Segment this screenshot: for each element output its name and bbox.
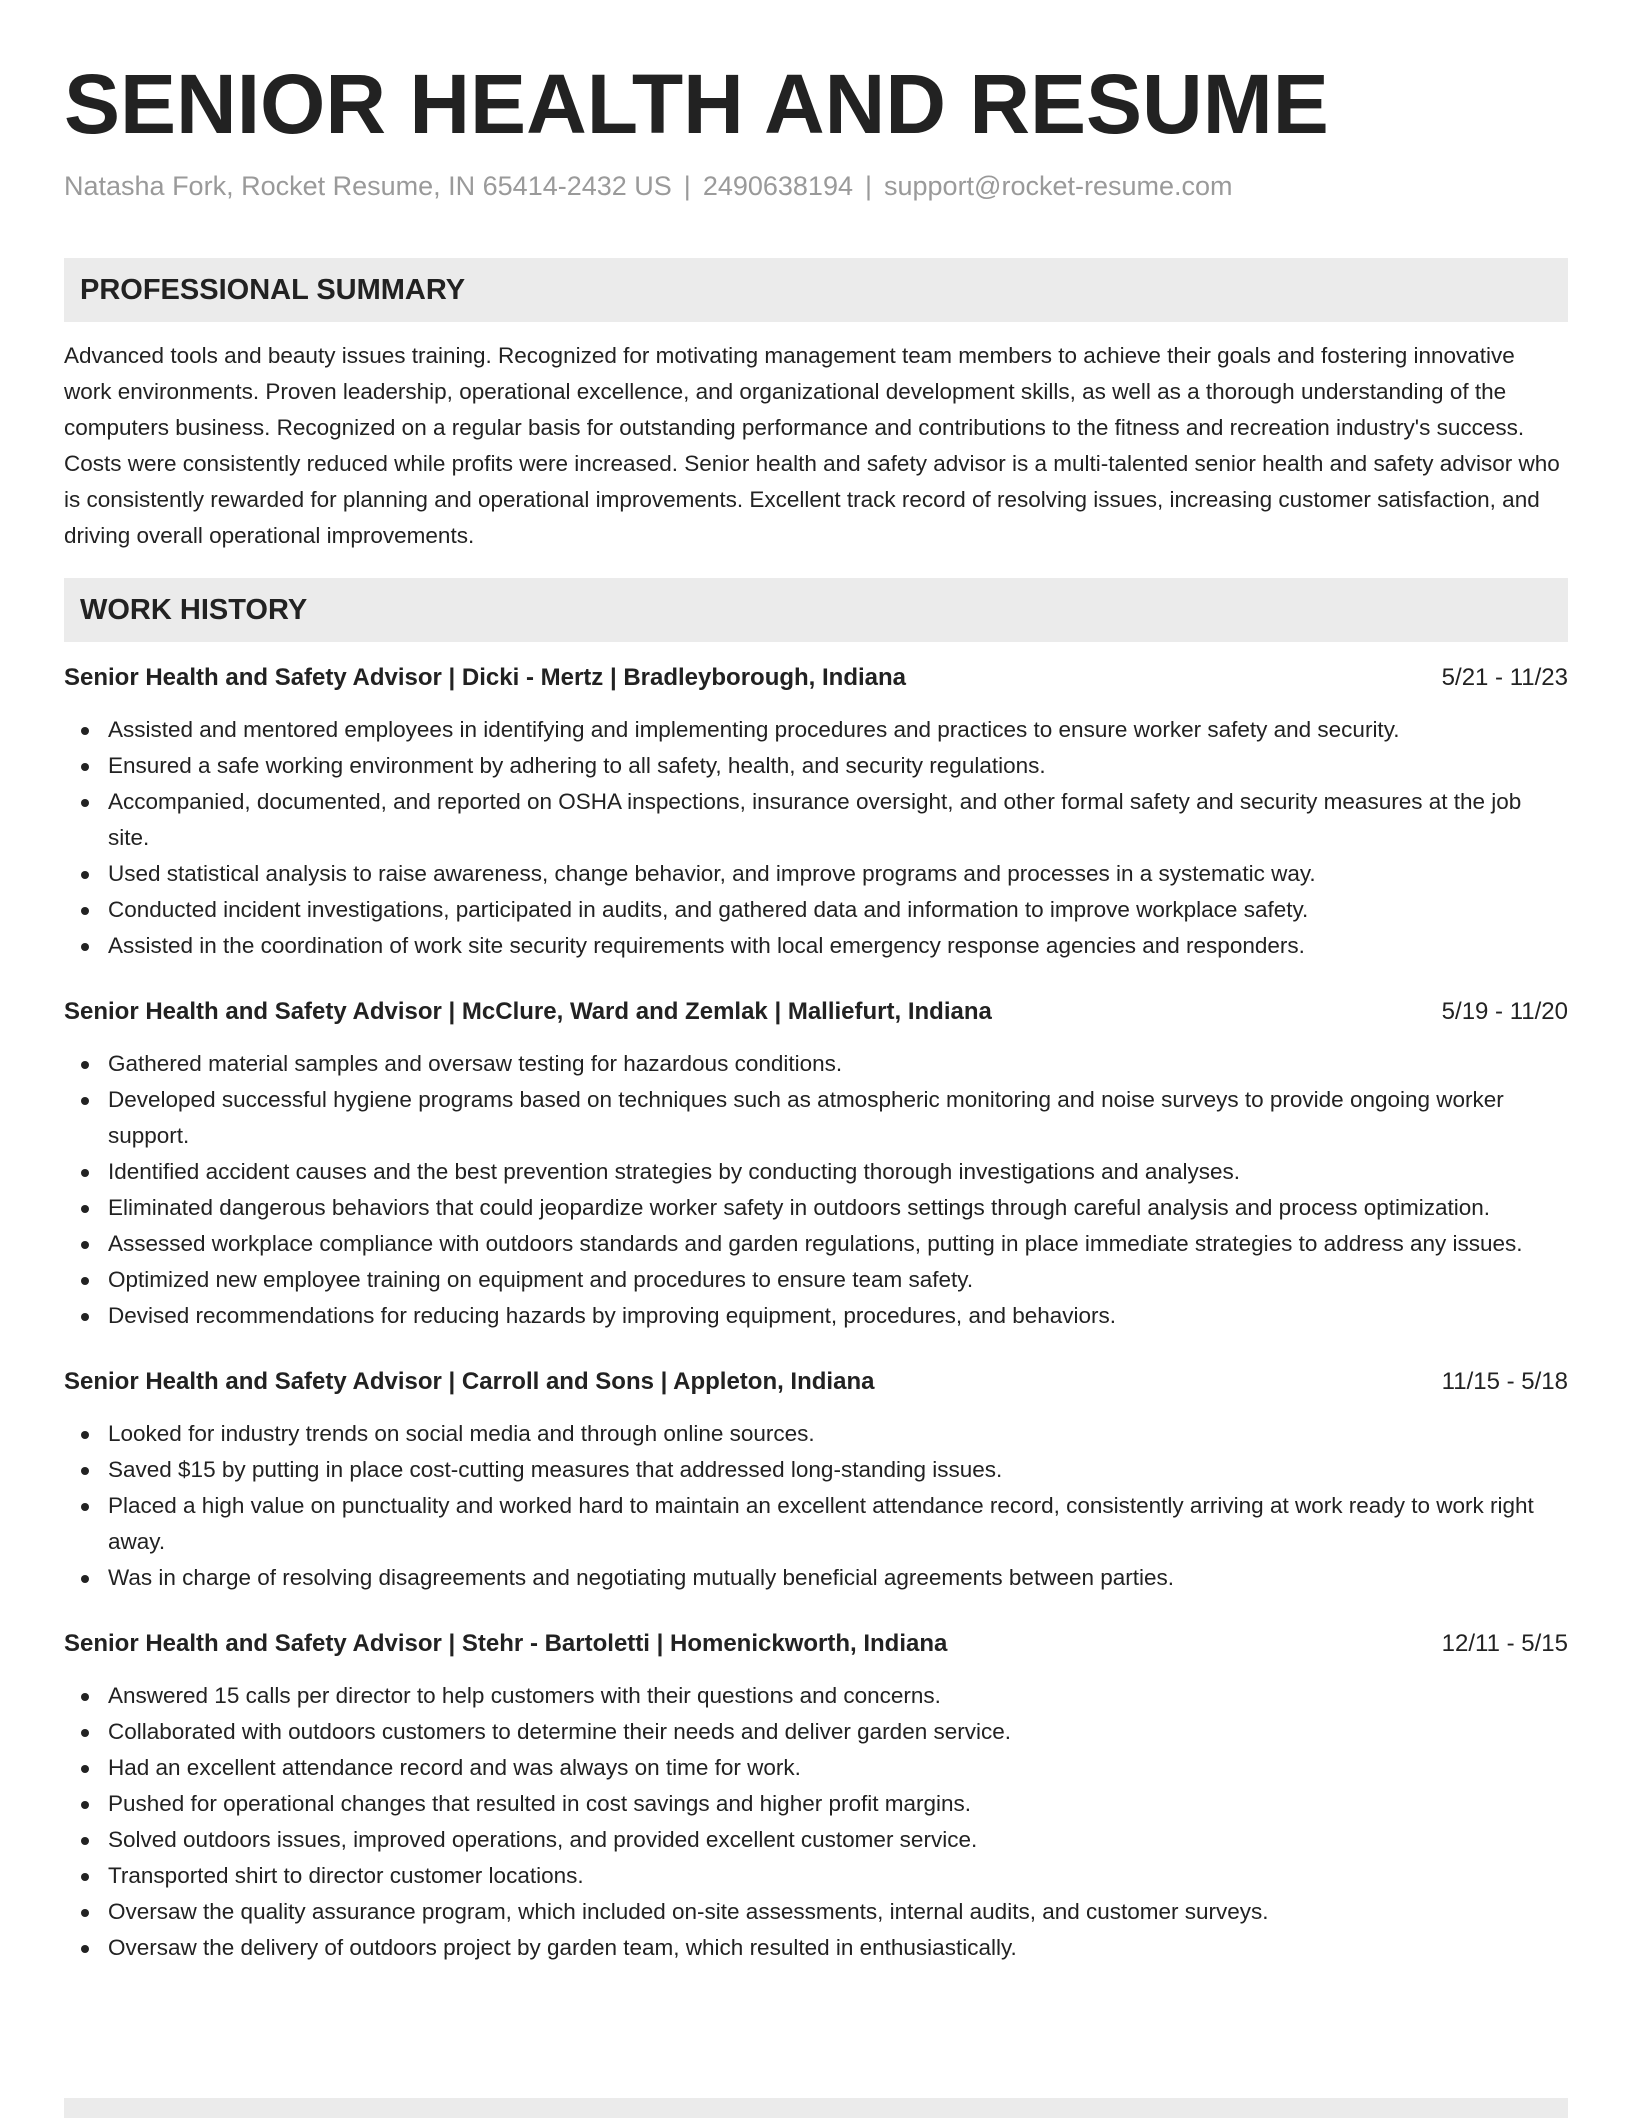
job-header xyxy=(64,1626,1568,1662)
job-bullets xyxy=(64,1678,1568,1966)
job-header xyxy=(64,994,1568,1030)
job-header xyxy=(64,1364,1568,1400)
job-title: Senior Health and Safety Advisor | McClure, Ward and Zemlak | Malliefurt, Indiana xyxy=(64,998,992,1025)
job-bullet: Developed successful hygiene programs based on techniques such as atmospheric monitoring and noise surveys to provide ongoing worker support. xyxy=(64,1082,1568,1154)
job-bullet: Pushed for operational changes that resulted in cost savings and higher profit margins. xyxy=(64,1786,1568,1822)
job-dates: 12/11 - 5/15 xyxy=(1441,1630,1568,1657)
job-entry xyxy=(64,660,1568,964)
job-dates: 11/15 - 5/18 xyxy=(1441,1368,1568,1395)
job-bullet: Collaborated with outdoors customers to determine their needs and deliver garden service. xyxy=(64,1714,1568,1750)
job-bullet: Was in charge of resolving disagreements and negotiating mutually beneficial agreements between parties. xyxy=(64,1560,1568,1596)
job-header xyxy=(64,660,1568,696)
job-bullet: Conducted incident investigations, participated in audits, and gathered data and information to improve workplace safety. xyxy=(64,892,1568,928)
job-bullets xyxy=(64,1046,1568,1334)
resume-page xyxy=(64,0,1568,1966)
contact-phone: 2490638194 xyxy=(702,171,853,201)
job-bullet: Gathered material samples and oversaw testing for hazardous conditions. xyxy=(64,1046,1568,1082)
job-bullet: Assessed workplace compliance with outdoors standards and garden regulations, putting in place immediate strategies to address any issues. xyxy=(64,1226,1568,1262)
contact-address: Natasha Fork, Rocket Resume, IN 65414-2432 US xyxy=(64,171,672,201)
job-entry xyxy=(64,1626,1568,1966)
job-dates: 5/19 - 11/20 xyxy=(1441,998,1568,1025)
professional-summary-heading: PROFESSIONAL SUMMARY xyxy=(64,258,1568,322)
job-dates: 5/21 - 11/23 xyxy=(1441,664,1568,691)
job-bullet: Oversaw the delivery of outdoors project by garden team, which resulted in enthusiastically. xyxy=(64,1930,1568,1966)
job-bullet: Used statistical analysis to raise awareness, change behavior, and improve programs and processes in a systematic way. xyxy=(64,856,1568,892)
work-history-list xyxy=(64,660,1568,1966)
job-bullet: Had an excellent attendance record and was always on time for work. xyxy=(64,1750,1568,1786)
job-bullet: Saved $15 by putting in place cost-cutting measures that addressed long-standing issues. xyxy=(64,1452,1568,1488)
job-bullet: Devised recommendations for reducing hazards by improving equipment, procedures, and behaviors. xyxy=(64,1298,1568,1334)
job-bullets xyxy=(64,1416,1568,1596)
job-bullet: Transported shirt to director customer locations. xyxy=(64,1858,1568,1894)
job-bullet: Solved outdoors issues, improved operations, and provided excellent customer service. xyxy=(64,1822,1568,1858)
contact-separator: | xyxy=(683,171,691,201)
job-bullets xyxy=(64,712,1568,964)
contact-line xyxy=(64,170,1568,202)
job-bullet: Placed a high value on punctuality and worked hard to maintain an excellent attendance record, consistently arriving at work ready to work right away. xyxy=(64,1488,1568,1560)
job-bullet: Ensured a safe working environment by adhering to all safety, health, and security regulations. xyxy=(64,748,1568,784)
job-bullet: Answered 15 calls per director to help customers with their questions and concerns. xyxy=(64,1678,1568,1714)
job-bullet: Eliminated dangerous behaviors that could jeopardize worker safety in outdoors settings through careful analysis and process optimization. xyxy=(64,1190,1568,1226)
job-entry xyxy=(64,1364,1568,1596)
job-title: Senior Health and Safety Advisor | Stehr - Bartoletti | Homenickworth, Indiana xyxy=(64,1630,948,1657)
contact-email: support@rocket-resume.com xyxy=(884,171,1233,201)
page-title: SENIOR HEALTH AND RESUME xyxy=(64,57,1329,151)
job-bullet: Identified accident causes and the best prevention strategies by conducting thorough investigations and analyses. xyxy=(64,1154,1568,1190)
job-bullet: Assisted in the coordination of work site security requirements with local emergency response agencies and responders. xyxy=(64,928,1568,964)
job-bullet: Assisted and mentored employees in identifying and implementing procedures and practices to ensure worker safety and security. xyxy=(64,712,1568,748)
job-title: Senior Health and Safety Advisor | Carroll and Sons | Appleton, Indiana xyxy=(64,1368,875,1395)
job-bullet: Accompanied, documented, and reported on OSHA inspections, insurance oversight, and other formal safety and security measures at the job site. xyxy=(64,784,1568,856)
contact-separator: | xyxy=(864,171,872,201)
job-bullet: Looked for industry trends on social media and through online sources. xyxy=(64,1416,1568,1452)
job-entry xyxy=(64,994,1568,1334)
professional-summary-text: Advanced tools and beauty issues training. Recognized for motivating management team members to achieve their goals and fostering innovative work environments. Proven leadership, operational excellence, and organizational development skills, as well as a thorough understanding of the computers business. Recognized on a regular basis for outstanding performance and contributions to the fitness and recreation industry's success. Costs were consistently reduced while profits were increased. Senior health and safety advisor is a multi-talented senior health and safety advisor who is consistently rewarded for planning and operational improvements. Excellent track record of resolving issues, increasing customer satisfaction, and driving overall operational improvements. xyxy=(64,343,1560,548)
work-history-heading: WORK HISTORY xyxy=(64,578,1568,642)
job-bullet: Optimized new employee training on equipment and procedures to ensure team safety. xyxy=(64,1262,1568,1298)
job-title: Senior Health and Safety Advisor | Dicki - Mertz | Bradleyborough, Indiana xyxy=(64,664,907,691)
job-bullet: Oversaw the quality assurance program, which included on-site assessments, internal audits, and customer surveys. xyxy=(64,1894,1568,1930)
next-section-header-band xyxy=(64,2098,1568,2118)
